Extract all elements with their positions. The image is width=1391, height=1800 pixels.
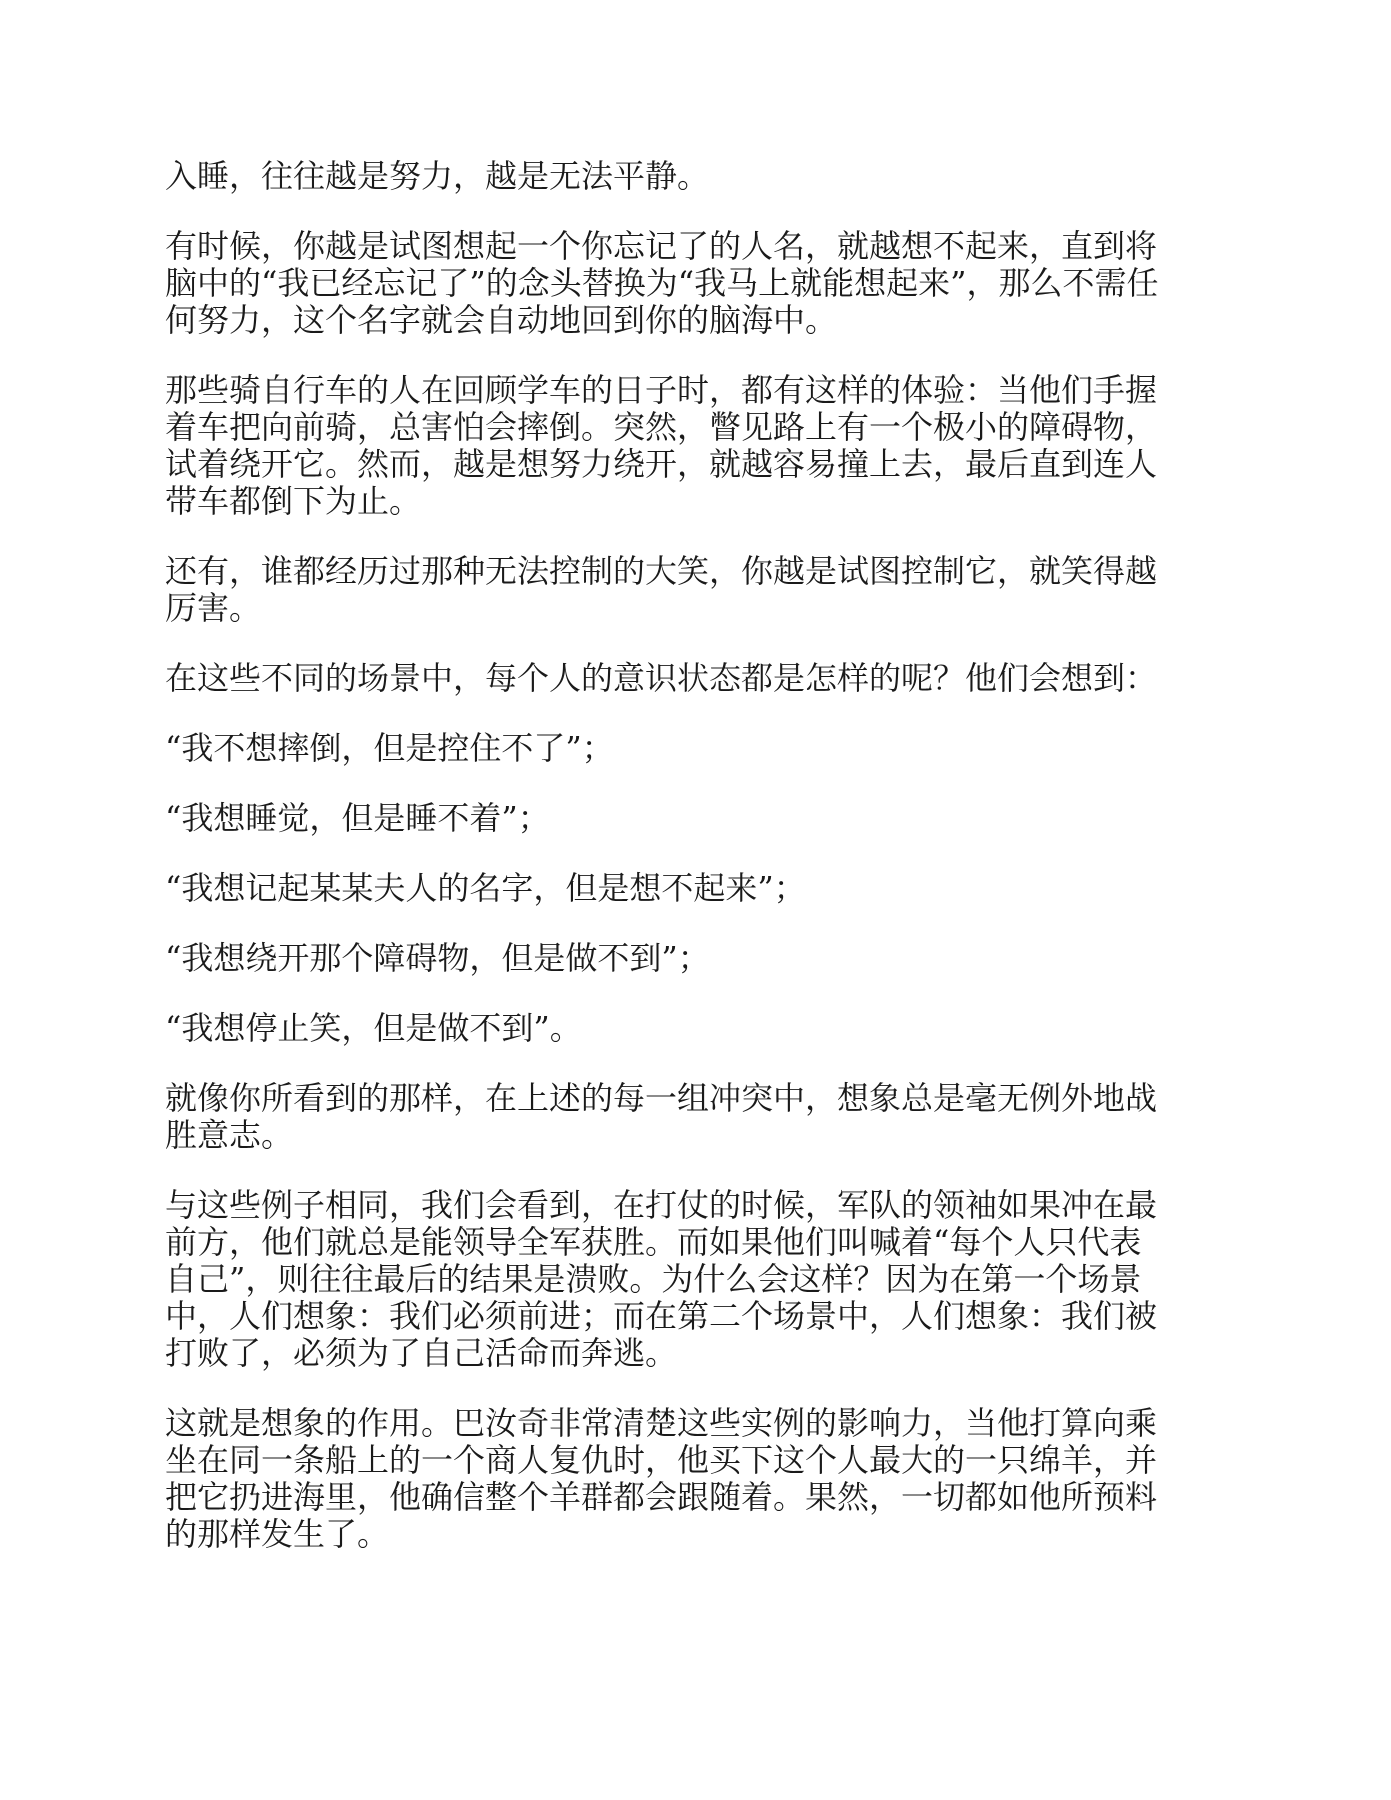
quote-line-1: “我不想摔倒，但是控住不了”； xyxy=(165,729,614,767)
quote-line-5: “我想停止笑，但是做不到”。 xyxy=(165,1009,582,1047)
quote-line-3: “我想记起某某夫人的名字，但是想不起来”； xyxy=(165,869,806,907)
paragraph-1: 入睡，往往越是努力，越是无法平静。 xyxy=(165,157,710,195)
paragraph-13: 这就是想象的作用。巴汝奇非常清楚这些实例的影响力，当他打算向乘 坐在同一条船上的一个商人复仇时，他买下这个人最大的一只绵羊，并 把它扔进海里，他确信整个羊群都会跟随着。果然，一切都如他所预料 的那样发生了。 xyxy=(165,1404,1158,1553)
quote-line-2: “我想睡觉，但是睡不着”； xyxy=(165,799,550,837)
quote-line-4: “我想绕开那个障碍物，但是做不到”； xyxy=(165,939,710,977)
paragraph-3: 那些骑自行车的人在回顾学车的日子时，都有这样的体验：当他们手握 着车把向前骑，总害怕会摔倒。突然，瞥见路上有一个极小的障碍物， 试着绕开它。然而，越是想努力绕开，就越容易撞上去，最后直到连人 带车都倒下为止。 xyxy=(165,371,1158,520)
paragraph-12: 与这些例子相同，我们会看到，在打仗的时候，军队的领袖如果冲在最 前方，他们就总是能领导全军获胜。而如果他们叫喊着“每个人只代表 自己”，则往往最后的结果是溃败。为什么会这样？因为在第一个场景 中，人们想象：我们必须前进；而在第二个场景中，人们想象：我们被 打败了，必须为了自己活命而奔逃。 xyxy=(165,1186,1158,1372)
paragraph-2: 有时候，你越是试图想起一个你忘记了的人名，就越想不起来，直到将 脑中的“我已经忘记了”的念头替换为“我马上就能想起来”，那么不需任 何努力，这个名字就会自动地回到你的脑海中。 xyxy=(165,227,1159,339)
paragraph-5: 在这些不同的场景中，每个人的意识状态都是怎样的呢？他们会想到： xyxy=(165,659,1158,697)
paragraph-4: 还有，谁都经历过那种无法控制的大笑，你越是试图控制它，就笑得越 厉害。 xyxy=(165,552,1158,627)
paragraph-11: 就像你所看到的那样，在上述的每一组冲突中，想象总是毫无例外地战 胜意志。 xyxy=(165,1079,1158,1154)
document-body xyxy=(165,158,1230,1553)
